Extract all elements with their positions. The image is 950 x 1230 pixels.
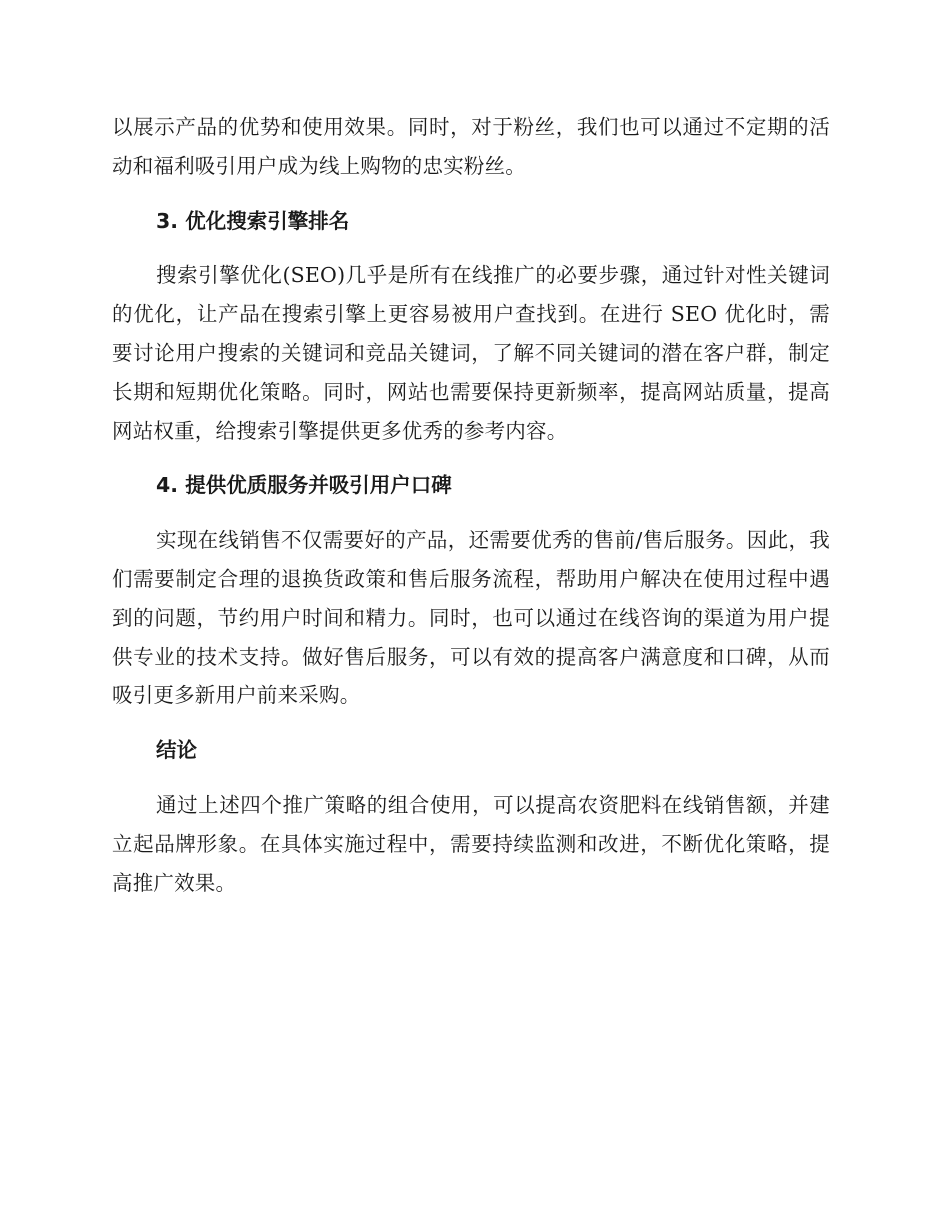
spacer <box>112 715 830 731</box>
conclusion-body: 通过上述四个推广策略的组合使用，可以提高农资肥料在线销售额，并建立起品牌形象。在具体实施过程中，需要持续监测和改进，不断优化策略，提高推广效果。 <box>112 792 830 895</box>
intro-paragraph: 以展示产品的优势和使用效果。同时，对于粉丝，我们也可以通过不定期的活动和福利吸引用户成为线上购物的忠实粉丝。 <box>112 115 830 178</box>
section-3-heading: 3. 优化搜索引擎排名 <box>156 208 350 233</box>
spacer <box>112 240 830 256</box>
spacer <box>112 186 830 202</box>
conclusion-heading: 结论 <box>156 738 197 763</box>
spacer <box>112 450 830 466</box>
section-4-heading: 4. 提供优质服务并吸引用户口碑 <box>156 473 452 498</box>
spacer <box>112 770 830 786</box>
spacer <box>112 505 830 521</box>
document-page <box>112 108 830 902</box>
section-4-body: 实现在线销售不仅需要好的产品，还需要优秀的售前/售后服务。因此，我们需要制定合理的退换货政策和售后服务流程，帮助用户解决在使用过程中遇到的问题，节约用户时间和精力。同时，也可以通过在线咨询的渠道为用户提供专业的技术支持。做好售后服务，可以有效的提高客户满意度和口碑，从而吸引更多新用户前来采购。 <box>112 528 830 708</box>
section-3-body: 搜索引擎优化(SEO)几乎是所有在线推广的必要步骤，通过针对性关键词的优化，让产品在搜索引擎上更容易被用户查找到。在进行 SEO 优化时，需要讨论用户搜索的关键词和竞品关键词，了解不同关键词的潜在客户群，制定长期和短期优化策略。同时，网站也需要保持更新频率，提高网站质量，提高网站权重，给搜索引擎提供更多优秀的参考内容。 <box>112 263 830 443</box>
